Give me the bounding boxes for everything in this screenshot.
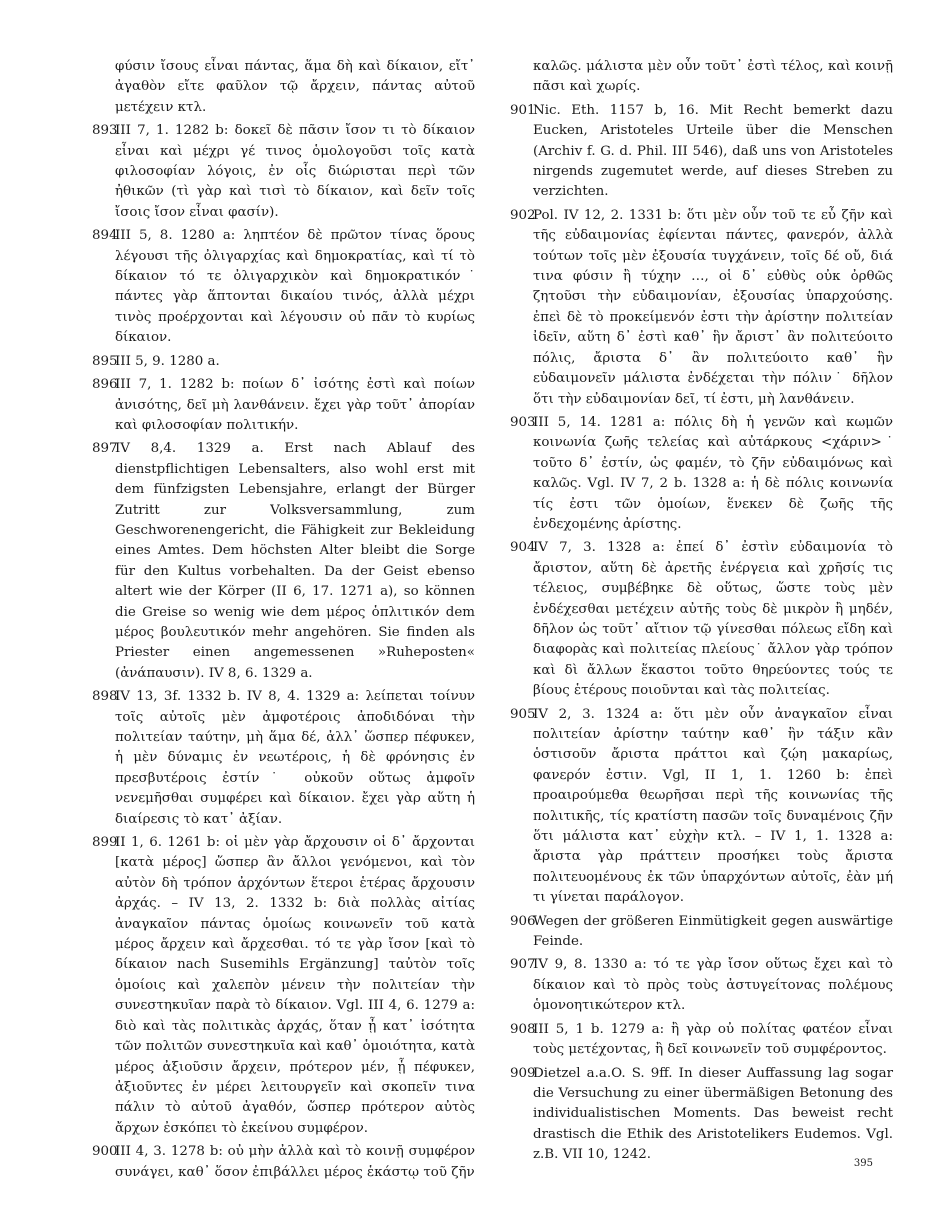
footnote xyxy=(92,57,475,118)
footnote-text: III 5, 1 b. 1279 a: ἢ γὰρ οὐ πολίτας φατέον εἶναι τοὺς μετέχοντας, ἢ δεῖ κοινωνεῖν τοῦ συμφέροντος. xyxy=(533,1021,893,1058)
footnote-text: IV 9, 8. 1330 a: τό τε γὰρ ἴσον οὕτως ἔχει καὶ τὸ δίκαιον καὶ τὸ πρὸς τοὺς ἀστυγείτονας πολέμους ὁμονοητικώτερον κτλ. xyxy=(533,957,893,1014)
footnote-text: Dietzel a.a.O. S. 9ff. In dieser Auffassung lag sogar die Versuchung zu einer übermäßigen Betonung des individualistischen Moments. Das beweist recht drastisch die Ethik des Aristotelikers Eudemos. Vgl. z.B. VII 10, 1242. xyxy=(533,1065,893,1163)
footnote-number: 908 xyxy=(510,1021,536,1037)
footnote xyxy=(510,57,893,98)
right-column xyxy=(510,57,893,1169)
footnote-text: φύσιν ἴσους εἶναι πάντας, ἅμα δὴ καὶ δίκαιον, εἴτ᾽ ἀγαθὸν εἴτε φαῦλον τῷ ἄρχειν, πάντας αὐτοῦ μετέχειν κτλ. xyxy=(115,59,475,115)
footnote-number: 907 xyxy=(510,957,536,973)
footnote-number: 897 xyxy=(92,441,118,457)
footnote-number: 902 xyxy=(510,207,536,223)
footnote-number: 905 xyxy=(510,706,536,722)
footnote-number: 906 xyxy=(510,913,536,929)
footnote-number: 900 xyxy=(92,1144,118,1160)
footnote xyxy=(92,352,475,372)
footnote xyxy=(92,121,475,223)
footnote-number: 896 xyxy=(92,377,118,393)
footnote-number: 895 xyxy=(92,353,118,369)
footnote-text: III 7, 1. 1282 b: ποίων δ᾽ ἰσότης ἐστὶ καὶ ποίων ἀνισότης, δεῖ μὴ λανθάνειν. ἔχει γὰρ τοῦτ᾽ ἀπορίαν καὶ φιλοσοφίαν πολιτικήν. xyxy=(115,377,475,433)
footnote xyxy=(510,206,893,410)
footnote-number: 903 xyxy=(510,414,536,430)
footnote-text: Nic. Eth. 1157 b, 16. Mit Recht bemerkt dazu Eucken, Aristoteles Urteile über die Menschen (Archiv f. G. d. Phil. III 546), daß uns von Aristoteles nirgends zugemutet werde, auf dieses Streben zu verzichten. xyxy=(533,102,893,200)
footnote-text: IV 8,4. 1329 a. Erst nach Ablauf des dienstpflichtigen Lebensalters, also wohl erst mit dem fünfzigsten Lebensjahre, erlangt der Bürger Zutritt zur Volksversammlung, zum Geschworenengericht, die Fähigkeit zur Bekleidung eines Amtes. Dem höchsten Alter bleibt die Sorge für den Kultus vorbehalten. Da der Geist ebenso altert wie der Körper (II 6, 17. 1271 a), so können die Greise so wenig wie dem μέρος ὁπλιτικόν dem μέρος βουλευτικόν mehr angehören. Sie finden als Priester einen angemessenen »Ruheposten« (ἀνάπαυσιν). IV 8, 6. 1329 a. xyxy=(115,441,475,681)
footnote-number: 901 xyxy=(510,102,536,118)
footnote xyxy=(510,101,893,203)
footnote xyxy=(92,226,475,348)
footnote-number: 909 xyxy=(510,1065,536,1081)
left-column xyxy=(92,57,475,1186)
footnote xyxy=(510,955,893,1016)
footnote-text: III 4, 3. 1278 b: οὐ μὴν ἀλλὰ καὶ τὸ κοινῇ συμφέρον συνάγει, καθ᾽ ὅσον ἐπιβάλλει μέρος ἑκάστῳ τοῦ ζῆν xyxy=(115,1144,475,1180)
footnote-text: IV 7, 3. 1328 a: ἐπεί δ᾽ ἐστὶν εὐδαιμονία τὸ ἄριστον, αὕτη δὲ ἀρετῆς ἐνέργεια καὶ χρῆσίς τις τέλειος, συμβέβηκε δὲ οὕτως, ὥστε τοὺς μὲν ἐνδέχεσθαι μετέχειν αὐτῆς τοὺς δὲ μικρὸν ἢ μηδέν, δῆλον ὡς τοῦτ᾽ αἴτιον τῷ γίνεσθαι πόλεως εἴδη καὶ διαφορὰς καὶ πολιτείας πλείους˙ ἄλλον γὰρ τρόπον καὶ δὶ ἄλλων ἕκαστοι τοῦτο θηρεύοντες τούς τε βίους ἑτέρους ποιοῦνται καὶ τὰς πολιτείας. xyxy=(533,540,893,699)
footnote xyxy=(92,1142,475,1183)
footnote xyxy=(92,375,475,436)
footnote xyxy=(510,1064,893,1166)
footnote xyxy=(92,439,475,684)
footnote xyxy=(510,538,893,701)
footnote-text: IV 2, 3. 1324 a: ὅτι μὲν οὖν ἀναγκαῖον εἶναι πολιτείαν ἀρίστην ταύτην καθ᾽ ἣν τάξιν κἂν ὁστισοῦν ἄριστα πράττοι καὶ ζῴη μακαρίως, φανερόν ἐστιν. Vgl, II 1, 1. 1260 b: ἐπεὶ προαιρούμεθα θεωρῆσαι περὶ τῆς κοινωνίας τῆς πολιτικῆς, τίς κρατίστη πασῶν τοῖς δυναμένοις ζῆν ὅτι μάλιστα κατ᾽ εὐχὴν κτλ. – IV 1, 1. 1328 a: ἄριστα γὰρ πράττειν προσήκει τοὺς ἄριστα πολιτευομένους ἐκ τῶν ὑπαρχόντων αὐτοῖς, ἐὰν μή τι γίνεται παράλογον. xyxy=(533,706,893,906)
footnote-number: 893 xyxy=(92,123,118,139)
page-number: 395 xyxy=(853,1158,873,1169)
footnote-number: 899 xyxy=(92,835,118,851)
footnote-text: IV 13, 3f. 1332 b. IV 8, 4. 1329 a: λείπεται τοίνυν τοῖς αὐτοῖς μὲν ἀμφοτέροις ἀποδιδόναι τὴν πολιτείαν ταύτην, μὴ ἅμα δέ, ἀλλ᾽ ὥσπερ πέφυκεν, ἡ μὲν δύναμις ἐν νεωτέροις, ἡ δὲ φρόνησις ἐν πρεσβυτέροις ἐστίν˙ οὐκοῦν οὕτως ἀμφοῖν νενεμῆσθαι συμφέρει καὶ δίκαιον. ἔχει γὰρ αὕτη ἡ διαίρεσις τὸ κατ᾽ ἀξίαν. xyxy=(115,689,475,827)
footnote-number: 898 xyxy=(92,689,118,705)
footnote-text: Wegen der größeren Einmütigkeit gegen auswärtige Feinde. xyxy=(533,913,893,950)
footnote-number: 894 xyxy=(92,228,118,244)
footnote xyxy=(92,687,475,830)
footnote xyxy=(92,833,475,1139)
footnote-text: III 5, 9. 1280 a. xyxy=(115,353,220,369)
footnote-text: II 1, 6. 1261 b: οἱ μὲν γὰρ ἄρχουσιν οἱ δ᾽ ἄρχονται [κατὰ μέρος] ὥσπερ ἂν ἄλλοι γενόμενοι, καὶ τὸν αὐτὸν δὴ τρόπον ἀρχόντων ἕτεροι ἑτέρας ἄρχουσιν ἀρχάς. – IV 13, 2. 1332 b: διὰ πολλὰς αἰτίας ἀναγκαῖον πάντας ὁμοίως κοινωνεῖν τοῦ κατὰ μέρος ἄρχειν καὶ ἄρχεσθαι. τό τε γὰρ ἴσον [καὶ τὸ δίκαιον nach Susemihls Ergänzung] ταὐτὸν τοῖς ὁμοίοις καὶ χαλεπὸν μένειν τὴν πολιτείαν τὴν συνεστηκυῖαν παρὰ τὸ δίκαιον. Vgl. III 4, 6. 1279 a: διὸ καὶ τὰς πολιτικὰς ἀρχάς, ὅταν ᾖ κατ᾽ ἰσότητα τῶν πολιτῶν συνεστηκυῖα καὶ καθ᾽ ὁμοιότητα, κατὰ μέρος ἀξιοῦσιν ἄρχειν, πρότερον μέν, ᾗ πέφυκεν, ἀξιοῦντες ἐν μέρει λειτουργεῖν καὶ σκοπεῖν τινα πάλιν τὸ αὐτοῦ ἀγαθόν, ὥσπερ πρότερον αὐτὸς ἄρχων ἐσκόπει τὸ ἐκείνου συμφέρον. xyxy=(115,835,475,1136)
footnote-text: καλῶς. μάλιστα μὲν οὖν τοῦτ᾽ ἐστὶ τέλος, καὶ κοινῇ πᾶσι καὶ χωρίς. xyxy=(533,59,893,95)
footnote-text: III 5, 8. 1280 a: ληπτέον δὲ πρῶτον τίνας ὅρους λέγουσι τῆς ὀλιγαρχίας καὶ δημοκρατίας, καὶ τί τὸ δίκαιον τό τε ὀλιγαρχικὸν καὶ δημοκρατικόν˙ πάντες γὰρ ἅπτονται δικαίου τινός, ἀλλὰ μέχρι τινὸς προέρχονται καὶ λέγουσιν οὐ πᾶν τὸ κυρίως δίκαιον. xyxy=(115,228,475,346)
footnote-text: III 7, 1. 1282 b: δοκεῖ δὲ πᾶσιν ἴσον τι τὸ δίκαιον εἶναι καὶ μέχρι γέ τινος ὁμολογοῦσι τοῖς κατὰ φιλοσοφίαν λόγοις, ἐν οἷς διώρισται περὶ τῶν ἠθικῶν (τὶ γὰρ καὶ τισὶ τὸ δίκαιον, καὶ δεῖν τοῖς ἴσοις ἴσον εἶναι φασίν). xyxy=(115,123,475,220)
footnote xyxy=(510,413,893,535)
footnote-text: Pol. IV 12, 2. 1331 b: ὅτι μὲν οὖν τοῦ τε εὖ ζῆν καὶ τῆς εὐδαιμονίας ἐφίενται πάντες, φανερόν, ἀλλὰ τούτων τοῖς μὲν ἐξουσία τυγχάνειν, τοῖς δέ οὔ, διά τινα φύσιν ἢ τύχην …, οἱ δ᾽ εὐθὺς οὐκ ὀρθῶς ζητοῦσι τὴν εὐδαιμονίαν, ἐξουσίας ὑπαρχούσης. ἐπεὶ δὲ τὸ προκείμενόν ἐστι τὴν ἀρίστην πολιτείαν ἰδεῖν, αὕτη δ᾽ ἐστὶ καθ᾽ ἣν ἄριστ᾽ ἂν πολιτεύοιτο πόλις, ἄριστα δ᾽ ἂν πολιτεύοιτο καθ᾽ ἣν εὐδαιμονεῖν μάλιστα ἐνδέχεται τὴν πόλιν˙ δῆλον ὅτι τὴν εὐδαιμονίαν δεῖ, τί ἐστι, μὴ λανθάνειν. xyxy=(533,207,893,407)
footnote xyxy=(510,705,893,909)
footnote xyxy=(510,912,893,953)
footnote xyxy=(510,1020,893,1061)
footnote-number: 904 xyxy=(510,540,536,556)
footnote-text: III 5, 14. 1281 a: πόλις δὴ ἡ γενῶν καὶ κωμῶν κοινωνία ζωῆς τελείας καὶ αὐτάρκους <χάριν>˙ τοῦτο δ᾽ ἐστίν, ὡς φαμέν, τὸ ζῆν εὐδαιμόνως καὶ καλῶς. Vgl. IV 7, 2 b. 1328 a: ἡ δὲ πόλις κοινωνία τίς ἐστι τῶν ὁμοίων, ἕνεκεν δὲ ζωῆς τῆς ἐνδεχομένης ἀρίστης. xyxy=(533,414,893,532)
